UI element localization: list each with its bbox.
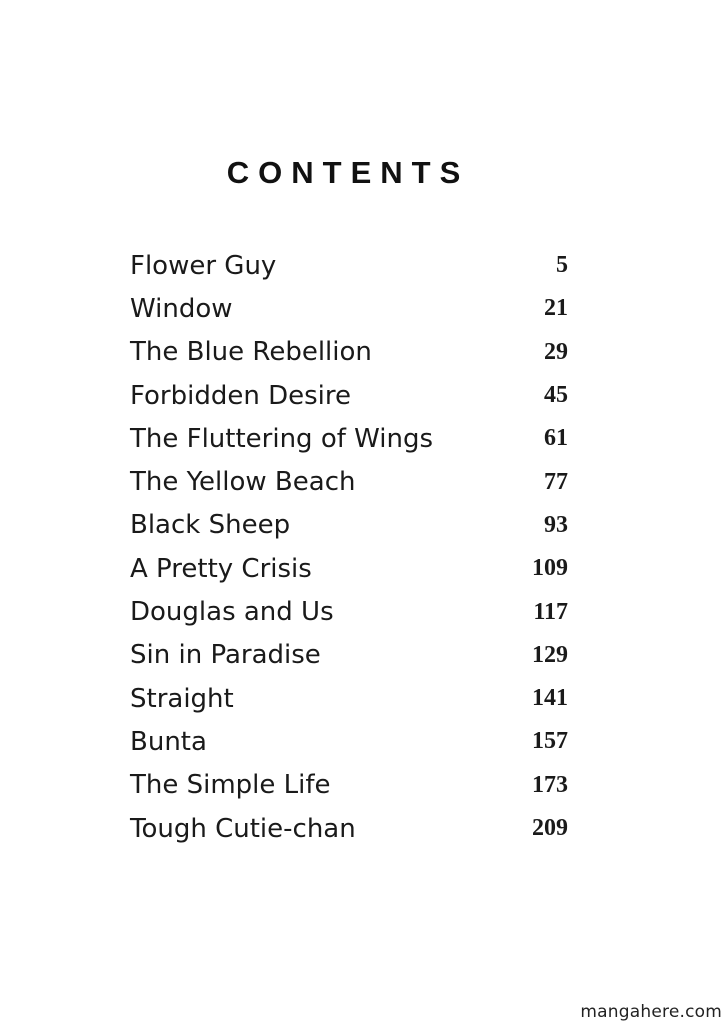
toc-entry-page: 29 <box>544 338 568 365</box>
toc-entry-title: Sin in Paradise <box>130 640 321 671</box>
toc-entry-title: Forbidden Desire <box>130 380 351 411</box>
toc-entry-page: 61 <box>544 425 568 452</box>
toc-entry-page: 173 <box>532 771 568 798</box>
toc-entry-title: Douglas and Us <box>130 597 334 628</box>
toc-entry <box>130 590 568 633</box>
toc-entry-page: 129 <box>532 641 568 668</box>
toc-entry-page: 5 <box>556 252 568 279</box>
toc-entry-page: 141 <box>532 685 568 712</box>
toc-entry-title: Bunta <box>130 726 207 757</box>
toc-entry <box>130 504 568 547</box>
toc-entry-title: Tough Cutie-chan <box>130 813 356 844</box>
toc-entry <box>130 287 568 330</box>
toc-entry-page: 77 <box>544 468 568 495</box>
toc-entry-page: 93 <box>544 511 568 538</box>
toc-entry-title: The Fluttering of Wings <box>130 423 434 454</box>
toc-entry <box>130 677 568 720</box>
toc-entry <box>130 460 568 503</box>
toc-entry-page: 117 <box>533 598 568 625</box>
site-watermark: mangahere.com <box>580 1002 722 1022</box>
toc-entry-title: The Yellow Beach <box>130 467 356 498</box>
toc-entry <box>130 807 568 850</box>
toc-entry <box>130 634 568 677</box>
toc-entry <box>130 764 568 807</box>
toc-entry-title: Straight <box>130 683 234 714</box>
toc-entry-title: The Blue Rebellion <box>130 337 372 368</box>
toc-entry <box>130 374 568 417</box>
toc-entry-page: 157 <box>532 728 568 755</box>
toc-entry-title: Window <box>130 293 233 324</box>
toc-entry-page: 209 <box>532 815 568 841</box>
toc-entry <box>130 331 568 374</box>
toc-entry-title: Black Sheep <box>130 510 291 541</box>
page-title: CONTENTS <box>226 155 470 190</box>
toc-entry-page: 21 <box>544 295 568 322</box>
toc-entry-page: 109 <box>532 555 568 582</box>
toc-entry-title: Flower Guy <box>130 250 277 281</box>
toc-entry <box>130 547 568 590</box>
toc-entry-page: 45 <box>544 382 568 409</box>
toc-entry <box>130 417 568 460</box>
toc-entry <box>130 244 568 287</box>
toc-entry <box>130 720 568 763</box>
toc-entry-title: The Simple Life <box>130 770 331 801</box>
toc-entry-title: A Pretty Crisis <box>130 553 312 584</box>
table-of-contents <box>130 244 568 850</box>
